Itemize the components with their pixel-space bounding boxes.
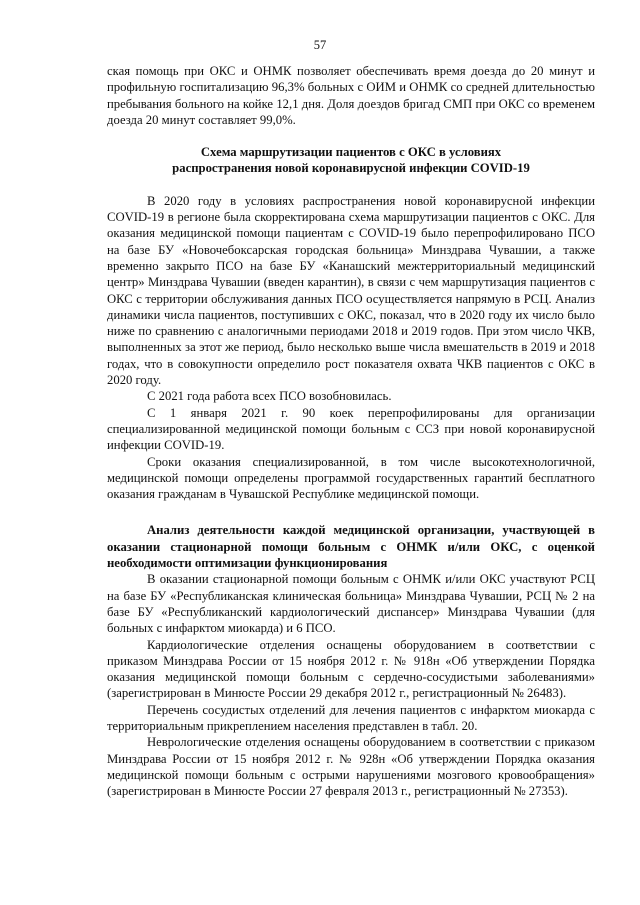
section-heading-line-1: Схема маршрутизации пациентов с ОКС в условиях xyxy=(200,145,502,160)
section-heading-covid-routing xyxy=(107,144,595,177)
page-number: 57 xyxy=(313,38,327,52)
body-paragraph: В 2020 году в условиях распространения новой коронавирусной инфекции COVID-19 в регионе была скорректирована схема маршрутизации пациентов с ОКС. Для оказания медицинской помощи пациентам с COVID-19 было перепрофилировано ПСО на базе БУ «Новочебоксарская городская больница» Минздрава Чувашии, а также временно закрыто ПСО на базе БУ «Канашский межтерриториальный медицинский центр» Минздрава Чувашии (введен карантин), в связи с чем маршрутизация пациентов с ОКС с территории обслуживания данных ПСО осуществляется напрямую в РСЦ. Анализ динамики числа пациентов, поступивших с ОКС, показал, что в 2020 году их число было ниже по сравнению с аналогичными периодами 2018 и 2019 годов. При этом число ЧКВ, выполненных за этот же период, было несколько выше числа вмешательств в 2019 и 2018 годах, что в совокупности определило рост показателя охвата ЧКВ пациентов с ОКС в 2020 году. xyxy=(107,193,595,388)
body-paragraph: С 1 января 2021 г. 90 коек перепрофилированы для организации специализированной медицинской помощи больным с ССЗ при новой коронавирусной инфекции COVID-19. xyxy=(107,405,595,453)
body-paragraph: Сроки оказания специализированной, в том числе высокотехнологичной, медицинской помощи определены программой государственных гарантий бесплатного оказания гражданам в Чувашской Республике медицинской помощи. xyxy=(107,454,595,502)
body-paragraph: Перечень сосудистых отделений для лечения пациентов с инфарктом миокарда с территориальным прикреплением населения представлен в табл. 20. xyxy=(107,702,595,733)
section-heading-analysis: Анализ деятельности каждой медицинской организации, участвующей в оказании стационарной помощи больным с ОНМК и/или ОКС, с оценкой необходимости оптимизации функционирования xyxy=(107,523,595,571)
body-paragraph: В оказании стационарной помощи больным с ОНМК и/или ОКС участвуют РСЦ на базе БУ «Республиканская клиническая больница» Минздрава Чувашии, РСЦ № 2 на базе БУ «Республиканский кардиологический диспансер» Минздрава Чувашии (для больных с инфарктом миокарда) и 6 ПСО. xyxy=(107,572,595,636)
intro-paragraph: ская помощь при ОКС и ОНМК позволяет обеспечивать время доезда до 20 минут и профильную госпитализацию 96,3% больных с ОИМ и ОНМК со средней длительностью пребывания больного на койке 12,1 дня. Доля доездов бригад СМП при ОКС со временем доезда 20 минут составляет 99,0%. xyxy=(107,64,595,127)
body-paragraph: Кардиологические отделения оснащены оборудованием в соответствии с приказом Минздрава России от 15 ноября 2012 г. № 918н «Об утверждении Порядка оказания медицинской помощи больным с сердечно-сосудистыми заболеваниями» (зарегистрирован в Минюсте России 29 декабря 2012 г., регистрационный № 26483). xyxy=(107,637,595,701)
body-paragraph: С 2021 года работа всех ПСО возобновилась. xyxy=(147,389,392,404)
section-heading-line-2: распространения новой коронавирусной инфекции COVID-19 xyxy=(172,161,530,176)
page-content xyxy=(107,63,595,799)
body-paragraph: Неврологические отделения оснащены оборудованием в соответствии с приказом Минздрава России от 15 ноября 2012 г. № 928н «Об утверждении Порядка оказания медицинской помощи больным с острыми нарушениями мозгового кровообращения» (зарегистрирован в Минюсте России 27 февраля 2013 г., регистрационный № 27353). xyxy=(107,735,595,799)
